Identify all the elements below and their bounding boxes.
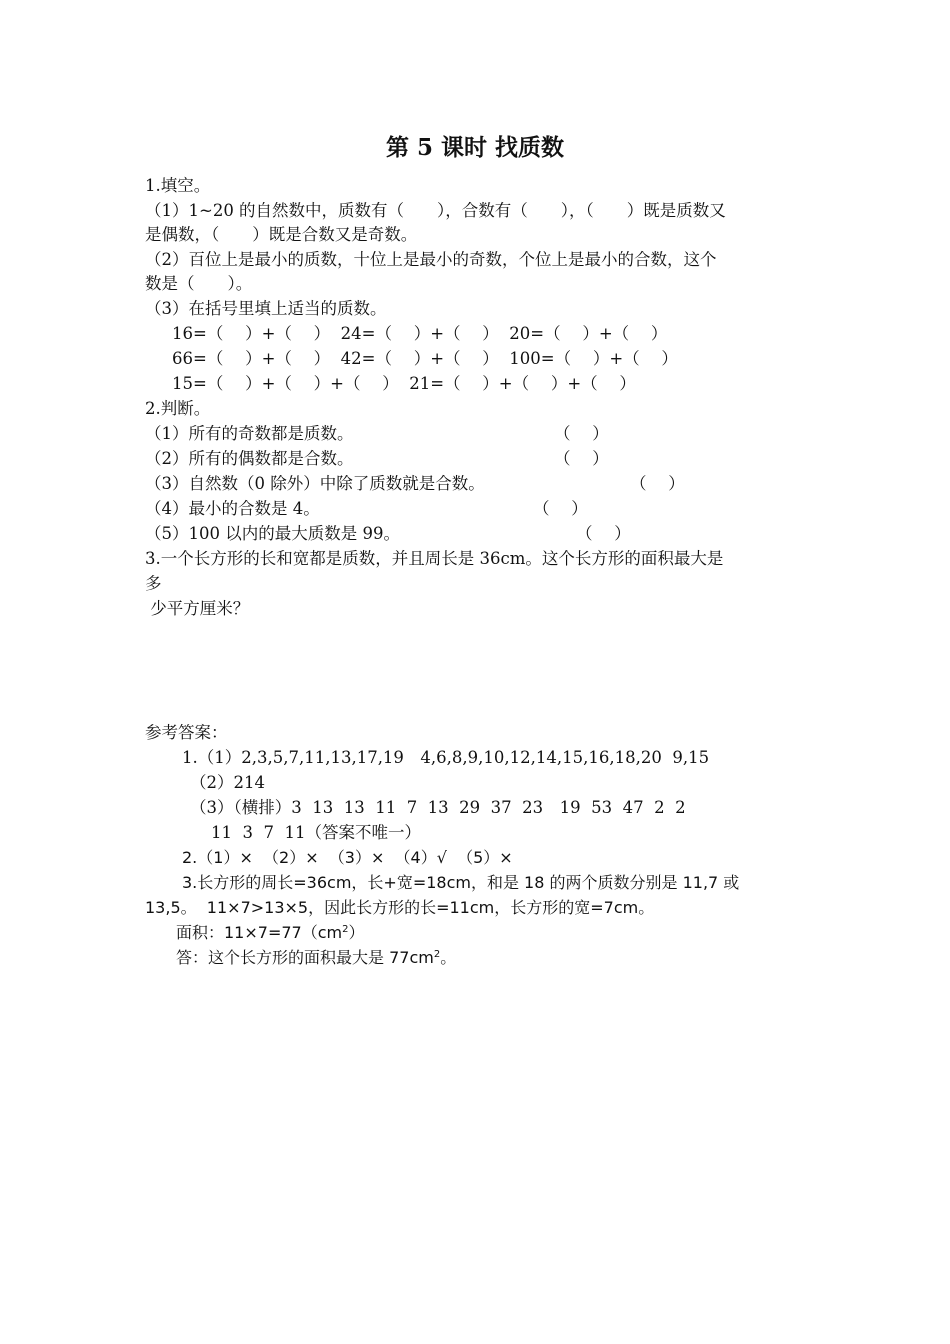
answer-1-part1: 1.（1）2,3,5,7,11,13,17,19 4,6,8,9,10,12,14,15,16,18,20 9,15: [182, 748, 710, 767]
q2-item-text: （1）所有的奇数都是质数。: [145, 424, 354, 443]
answer-1-part2: （2）214: [190, 773, 265, 792]
answer-final: [176, 947, 456, 969]
q2-item-bracket: （ ）: [576, 524, 631, 543]
answer-final-text: 答：这个长方形的面积最大是 77cm: [176, 948, 434, 967]
q1-equation-row: 66=（ ）+（ ） 42=（ ）+（ ） 100=（ ）+（ ）: [172, 349, 678, 368]
q1-equation-row: 16=（ ）+（ ） 24=（ ）+（ ） 20=（ ）+（ ）: [172, 324, 668, 343]
q1-part1-line1: （1）1~20 的自然数中，质数有（ ），合数有（ ），（ ）既是质数又: [145, 201, 726, 220]
superscript: 2: [433, 949, 441, 960]
q2-item-text: （5）100 以内的最大质数是 99。: [145, 524, 400, 543]
superscript: 2: [342, 924, 349, 935]
q3-line2: 多: [145, 574, 162, 593]
answers-heading: 参考答案：: [145, 723, 228, 742]
answer-final-end: 。: [440, 948, 457, 967]
q3-line3: 少平方厘米？: [145, 599, 250, 618]
answer-3-line2: 13,5。 11×7>13×5，因此长方形的长=11cm，长方形的宽=7cm。: [145, 898, 655, 917]
answer-2: 2.（1）× （2）× （3）× （4）√ （5）×: [182, 848, 513, 867]
q1-part2-line1: （2）百位上是最小的质数，十位上是最小的奇数，个位上是最小的合数，这个: [145, 250, 717, 269]
answer-area: [176, 922, 365, 944]
q2-item-bracket: （ ）: [554, 424, 609, 443]
q3-line1: 3.一个长方形的长和宽都是质数，并且周长是 36cm。这个长方形的面积最大是: [145, 549, 724, 568]
q1-part1-line2: 是偶数，（ ）既是合数又是奇数。: [145, 225, 418, 244]
answer-area-end: ）: [348, 923, 365, 942]
answer-3-line1: 3.长方形的周长=36cm，长+宽=18cm，和是 18 的两个质数分别是 11,7 或: [182, 873, 740, 892]
q2-item-bracket: （ ）: [630, 474, 685, 493]
page-title: 第 5 课时 找质数: [385, 134, 565, 161]
q1-equation-row: 15=（ ）+（ ）+（ ） 21=（ ）+（ ）+（ ）: [172, 374, 636, 393]
answer-1-part3-cont: 11 3 7 11（答案不唯一）: [211, 823, 421, 842]
q2-heading: 2.判断。: [145, 399, 211, 418]
q2-item-text: （2）所有的偶数都是合数。: [145, 449, 354, 468]
answer-1-part3: （3）（横排）3 13 13 11 7 13 29 37 23 19 53 47 2 2: [190, 798, 686, 817]
q1-heading: 1.填空。: [145, 176, 211, 195]
q2-item-bracket: （ ）: [554, 449, 609, 468]
q1-part3-heading: （3）在括号里填上适当的质数。: [145, 299, 387, 318]
q2-item-text: （4）最小的合数是 4。: [145, 499, 320, 518]
answer-area-text: 面积：11×7=77（cm: [176, 923, 343, 942]
q2-item-bracket: （ ）: [533, 499, 588, 518]
q1-part2-line2: 数是（ ）。: [145, 274, 253, 293]
q2-item-text: （3）自然数（0 除外）中除了质数就是合数。: [145, 474, 485, 493]
